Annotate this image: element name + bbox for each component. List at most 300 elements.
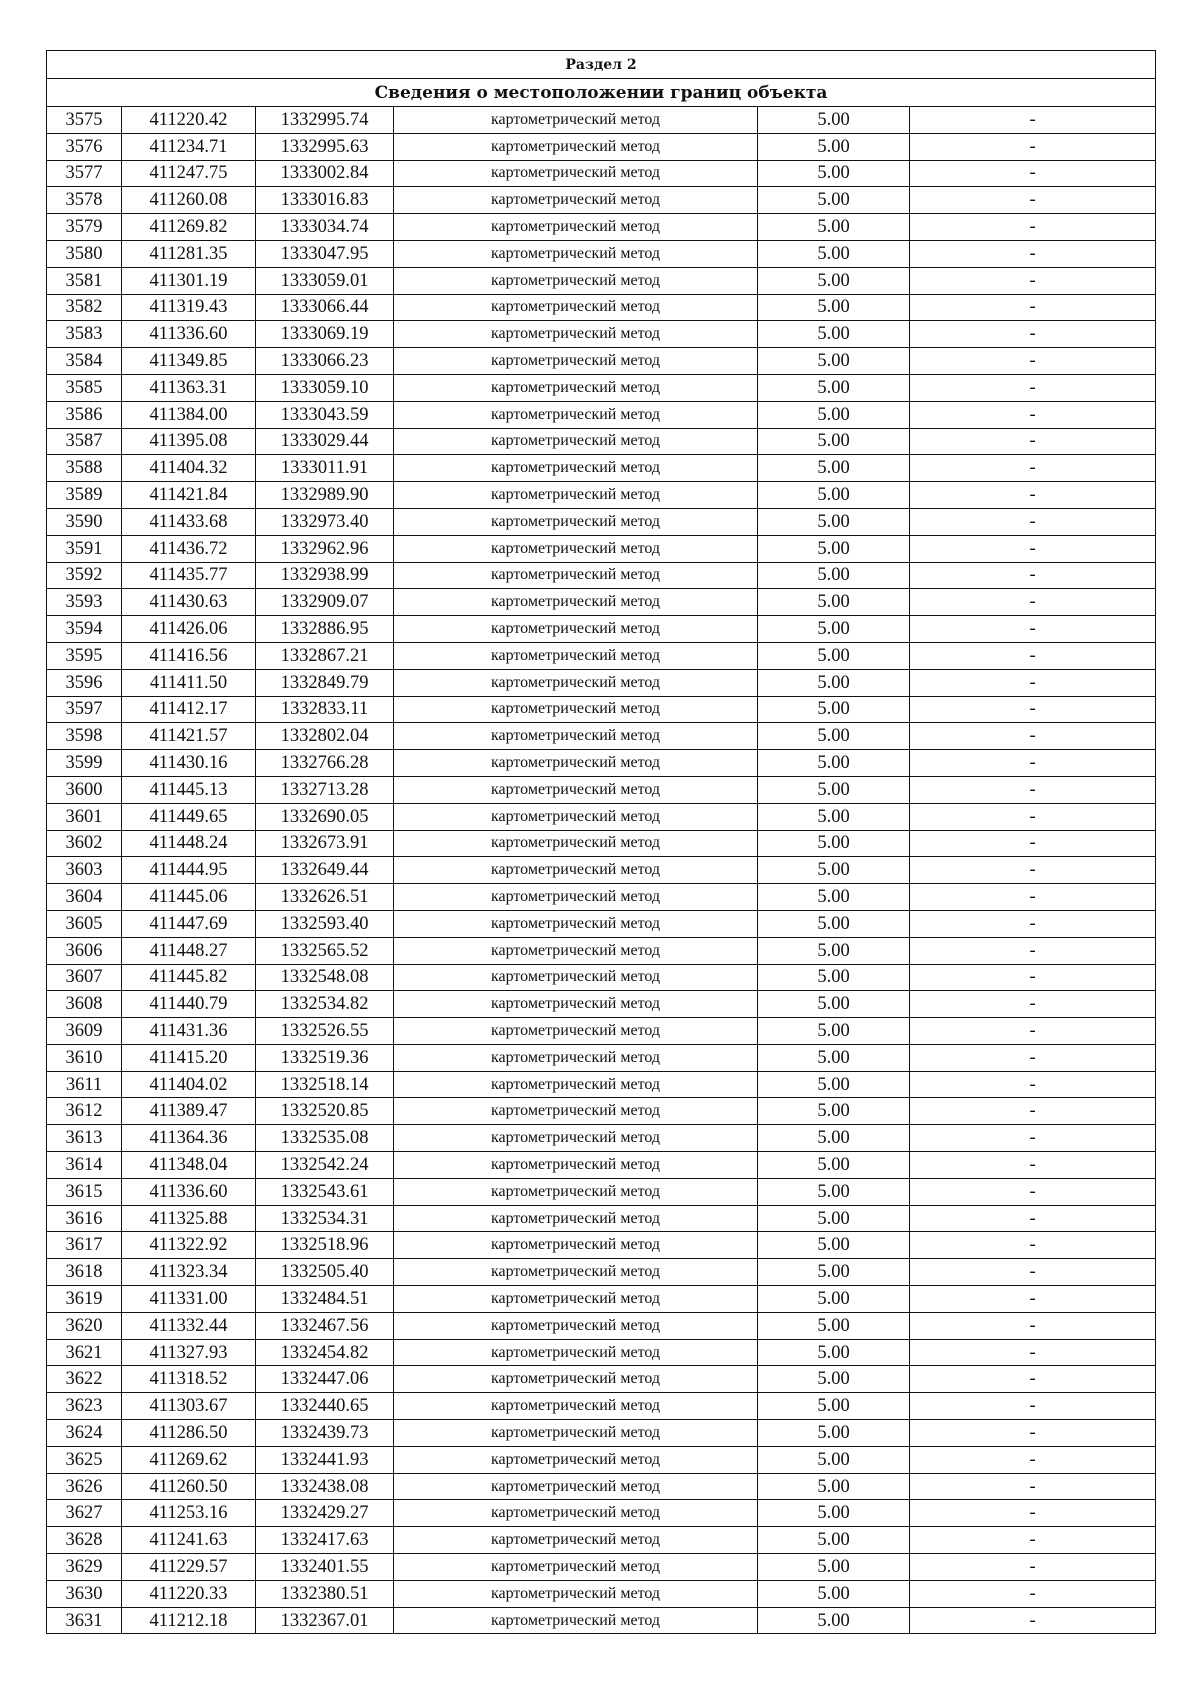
- table-row: [47, 1393, 1156, 1420]
- description-cell: -: [910, 133, 1156, 160]
- description-cell: -: [910, 964, 1156, 991]
- accuracy-cell: 5.00: [758, 776, 910, 803]
- y-coordinate-cell: 1332401.55: [256, 1554, 394, 1581]
- x-coordinate-cell: 411404.32: [122, 455, 256, 482]
- point-number-cell: 3614: [47, 1152, 122, 1179]
- accuracy-cell: 5.00: [758, 1178, 910, 1205]
- method-cell: картометрический метод: [394, 1366, 758, 1393]
- description-cell: -: [910, 1607, 1156, 1634]
- table-row: [47, 508, 1156, 535]
- table-row: [47, 803, 1156, 830]
- description-cell: -: [910, 482, 1156, 509]
- point-number-cell: 3575: [47, 107, 122, 134]
- method-cell: картометрический метод: [394, 133, 758, 160]
- table-row: [47, 830, 1156, 857]
- method-cell: картометрический метод: [394, 589, 758, 616]
- y-coordinate-cell: 1332909.07: [256, 589, 394, 616]
- point-number-cell: 3631: [47, 1607, 122, 1634]
- method-cell: картометрический метод: [394, 107, 758, 134]
- description-cell: -: [910, 1527, 1156, 1554]
- x-coordinate-cell: 411332.44: [122, 1312, 256, 1339]
- point-number-cell: 3623: [47, 1393, 122, 1420]
- x-coordinate-cell: 411220.33: [122, 1580, 256, 1607]
- y-coordinate-cell: 1333034.74: [256, 214, 394, 241]
- description-cell: -: [910, 1312, 1156, 1339]
- point-number-cell: 3619: [47, 1286, 122, 1313]
- point-number-cell: 3589: [47, 482, 122, 509]
- method-cell: картометрический метод: [394, 830, 758, 857]
- y-coordinate-cell: 1332962.96: [256, 535, 394, 562]
- method-cell: картометрический метод: [394, 1125, 758, 1152]
- description-cell: -: [910, 374, 1156, 401]
- point-number-cell: 3611: [47, 1071, 122, 1098]
- description-cell: -: [910, 589, 1156, 616]
- point-number-cell: 3609: [47, 1018, 122, 1045]
- accuracy-cell: 5.00: [758, 187, 910, 214]
- description-cell: -: [910, 803, 1156, 830]
- y-coordinate-cell: 1332518.96: [256, 1232, 394, 1259]
- description-cell: -: [910, 562, 1156, 589]
- method-cell: картометрический метод: [394, 348, 758, 375]
- y-coordinate-cell: 1332467.56: [256, 1312, 394, 1339]
- accuracy-cell: 5.00: [758, 1393, 910, 1420]
- accuracy-cell: 5.00: [758, 107, 910, 134]
- description-cell: -: [910, 1500, 1156, 1527]
- table-row: [47, 937, 1156, 964]
- section-header-row: [47, 51, 1156, 79]
- method-cell: картометрический метод: [394, 455, 758, 482]
- point-number-cell: 3627: [47, 1500, 122, 1527]
- point-number-cell: 3607: [47, 964, 122, 991]
- table-row: [47, 1044, 1156, 1071]
- y-coordinate-cell: 1332690.05: [256, 803, 394, 830]
- method-cell: картометрический метод: [394, 267, 758, 294]
- accuracy-cell: 5.00: [758, 1232, 910, 1259]
- description-cell: -: [910, 937, 1156, 964]
- y-coordinate-cell: 1332938.99: [256, 562, 394, 589]
- accuracy-cell: 5.00: [758, 1312, 910, 1339]
- method-cell: картометрический метод: [394, 884, 758, 911]
- point-number-cell: 3629: [47, 1554, 122, 1581]
- x-coordinate-cell: 411303.67: [122, 1393, 256, 1420]
- table-row: [47, 160, 1156, 187]
- x-coordinate-cell: 411421.84: [122, 482, 256, 509]
- y-coordinate-cell: 1332518.14: [256, 1071, 394, 1098]
- point-number-cell: 3583: [47, 321, 122, 348]
- table-row: [47, 267, 1156, 294]
- x-coordinate-cell: 411325.88: [122, 1205, 256, 1232]
- accuracy-cell: 5.00: [758, 1286, 910, 1313]
- x-coordinate-cell: 411253.16: [122, 1500, 256, 1527]
- x-coordinate-cell: 411436.72: [122, 535, 256, 562]
- description-cell: -: [910, 1071, 1156, 1098]
- accuracy-cell: 5.00: [758, 267, 910, 294]
- x-coordinate-cell: 411212.18: [122, 1607, 256, 1634]
- method-cell: картометрический метод: [394, 1420, 758, 1447]
- point-number-cell: 3597: [47, 696, 122, 723]
- y-coordinate-cell: 1332534.82: [256, 991, 394, 1018]
- point-number-cell: 3617: [47, 1232, 122, 1259]
- point-number-cell: 3598: [47, 723, 122, 750]
- x-coordinate-cell: 411220.42: [122, 107, 256, 134]
- accuracy-cell: 5.00: [758, 348, 910, 375]
- x-coordinate-cell: 411349.85: [122, 348, 256, 375]
- description-cell: -: [910, 160, 1156, 187]
- table-row: [47, 321, 1156, 348]
- accuracy-cell: 5.00: [758, 1554, 910, 1581]
- table-row: [47, 482, 1156, 509]
- accuracy-cell: 5.00: [758, 1527, 910, 1554]
- y-coordinate-cell: 1332626.51: [256, 884, 394, 911]
- x-coordinate-cell: 411448.24: [122, 830, 256, 857]
- accuracy-cell: 5.00: [758, 991, 910, 1018]
- table-row: [47, 1500, 1156, 1527]
- point-number-cell: 3590: [47, 508, 122, 535]
- x-coordinate-cell: 411445.82: [122, 964, 256, 991]
- x-coordinate-cell: 411431.36: [122, 1018, 256, 1045]
- table-row: [47, 1312, 1156, 1339]
- table-row: [47, 910, 1156, 937]
- point-number-cell: 3586: [47, 401, 122, 428]
- point-number-cell: 3616: [47, 1205, 122, 1232]
- y-coordinate-cell: 1332440.65: [256, 1393, 394, 1420]
- x-coordinate-cell: 411447.69: [122, 910, 256, 937]
- x-coordinate-cell: 411421.57: [122, 723, 256, 750]
- x-coordinate-cell: 411415.20: [122, 1044, 256, 1071]
- description-cell: -: [910, 857, 1156, 884]
- description-cell: -: [910, 1018, 1156, 1045]
- method-cell: картометрический метод: [394, 1178, 758, 1205]
- table-row: [47, 187, 1156, 214]
- accuracy-cell: 5.00: [758, 857, 910, 884]
- method-cell: картометрический метод: [394, 1018, 758, 1045]
- description-cell: -: [910, 884, 1156, 911]
- y-coordinate-cell: 1333059.10: [256, 374, 394, 401]
- method-cell: картометрический метод: [394, 776, 758, 803]
- description-cell: -: [910, 1098, 1156, 1125]
- description-cell: -: [910, 1393, 1156, 1420]
- method-cell: картометрический метод: [394, 562, 758, 589]
- table-row: [47, 1018, 1156, 1045]
- table-row: [47, 133, 1156, 160]
- y-coordinate-cell: 1332593.40: [256, 910, 394, 937]
- table-row: [47, 1259, 1156, 1286]
- method-cell: картометрический метод: [394, 1205, 758, 1232]
- method-cell: картометрический метод: [394, 1607, 758, 1634]
- x-coordinate-cell: 411247.75: [122, 160, 256, 187]
- x-coordinate-cell: 411234.71: [122, 133, 256, 160]
- table-row: [47, 1232, 1156, 1259]
- table-row: [47, 1152, 1156, 1179]
- table-row: [47, 1527, 1156, 1554]
- document-page: [46, 50, 1155, 1634]
- point-number-cell: 3626: [47, 1473, 122, 1500]
- method-cell: картометрический метод: [394, 508, 758, 535]
- x-coordinate-cell: 411336.60: [122, 1178, 256, 1205]
- method-cell: картометрический метод: [394, 535, 758, 562]
- x-coordinate-cell: 411440.79: [122, 991, 256, 1018]
- x-coordinate-cell: 411448.27: [122, 937, 256, 964]
- method-cell: картометрический метод: [394, 642, 758, 669]
- x-coordinate-cell: 411327.93: [122, 1339, 256, 1366]
- x-coordinate-cell: 411412.17: [122, 696, 256, 723]
- table-row: [47, 723, 1156, 750]
- table-row: [47, 776, 1156, 803]
- description-cell: -: [910, 1473, 1156, 1500]
- accuracy-cell: 5.00: [758, 535, 910, 562]
- accuracy-cell: 5.00: [758, 669, 910, 696]
- accuracy-cell: 5.00: [758, 401, 910, 428]
- accuracy-cell: 5.00: [758, 1420, 910, 1447]
- y-coordinate-cell: 1332542.24: [256, 1152, 394, 1179]
- description-cell: -: [910, 910, 1156, 937]
- x-coordinate-cell: 411426.06: [122, 616, 256, 643]
- table-row: [47, 1178, 1156, 1205]
- method-cell: картометрический метод: [394, 482, 758, 509]
- method-cell: картометрический метод: [394, 696, 758, 723]
- accuracy-cell: 5.00: [758, 1071, 910, 1098]
- accuracy-cell: 5.00: [758, 1044, 910, 1071]
- description-cell: -: [910, 428, 1156, 455]
- accuracy-cell: 5.00: [758, 1366, 910, 1393]
- x-coordinate-cell: 411322.92: [122, 1232, 256, 1259]
- y-coordinate-cell: 1332367.01: [256, 1607, 394, 1634]
- accuracy-cell: 5.00: [758, 642, 910, 669]
- method-cell: картометрический метод: [394, 321, 758, 348]
- y-coordinate-cell: 1332438.08: [256, 1473, 394, 1500]
- accuracy-cell: 5.00: [758, 1339, 910, 1366]
- table-row: [47, 1125, 1156, 1152]
- accuracy-cell: 5.00: [758, 589, 910, 616]
- method-cell: картометрический метод: [394, 964, 758, 991]
- point-number-cell: 3592: [47, 562, 122, 589]
- point-number-cell: 3596: [47, 669, 122, 696]
- method-cell: картометрический метод: [394, 1527, 758, 1554]
- accuracy-cell: 5.00: [758, 240, 910, 267]
- method-cell: картометрический метод: [394, 1473, 758, 1500]
- accuracy-cell: 5.00: [758, 321, 910, 348]
- method-cell: картометрический метод: [394, 294, 758, 321]
- description-cell: -: [910, 642, 1156, 669]
- y-coordinate-cell: 1333002.84: [256, 160, 394, 187]
- point-number-cell: 3615: [47, 1178, 122, 1205]
- method-cell: картометрический метод: [394, 750, 758, 777]
- point-number-cell: 3630: [47, 1580, 122, 1607]
- x-coordinate-cell: 411241.63: [122, 1527, 256, 1554]
- y-coordinate-cell: 1332995.74: [256, 107, 394, 134]
- table-row: [47, 374, 1156, 401]
- table-row: [47, 696, 1156, 723]
- y-coordinate-cell: 1332995.63: [256, 133, 394, 160]
- description-cell: -: [910, 1446, 1156, 1473]
- method-cell: картометрический метод: [394, 1098, 758, 1125]
- table-row: [47, 107, 1156, 134]
- x-coordinate-cell: 411260.50: [122, 1473, 256, 1500]
- description-cell: -: [910, 991, 1156, 1018]
- method-cell: картометрический метод: [394, 1071, 758, 1098]
- accuracy-cell: 5.00: [758, 455, 910, 482]
- description-cell: -: [910, 214, 1156, 241]
- x-coordinate-cell: 411411.50: [122, 669, 256, 696]
- point-number-cell: 3600: [47, 776, 122, 803]
- table-row: [47, 1286, 1156, 1313]
- y-coordinate-cell: 1333029.44: [256, 428, 394, 455]
- point-number-cell: 3608: [47, 991, 122, 1018]
- point-number-cell: 3601: [47, 803, 122, 830]
- x-coordinate-cell: 411404.02: [122, 1071, 256, 1098]
- x-coordinate-cell: 411269.82: [122, 214, 256, 241]
- accuracy-cell: 5.00: [758, 884, 910, 911]
- x-coordinate-cell: 411435.77: [122, 562, 256, 589]
- x-coordinate-cell: 411444.95: [122, 857, 256, 884]
- x-coordinate-cell: 411319.43: [122, 294, 256, 321]
- accuracy-cell: 5.00: [758, 508, 910, 535]
- point-number-cell: 3613: [47, 1125, 122, 1152]
- y-coordinate-cell: 1332439.73: [256, 1420, 394, 1447]
- table-row: [47, 1205, 1156, 1232]
- description-cell: -: [910, 1259, 1156, 1286]
- accuracy-cell: 5.00: [758, 214, 910, 241]
- description-cell: -: [910, 1420, 1156, 1447]
- x-coordinate-cell: 411318.52: [122, 1366, 256, 1393]
- x-coordinate-cell: 411286.50: [122, 1420, 256, 1447]
- x-coordinate-cell: 411389.47: [122, 1098, 256, 1125]
- y-coordinate-cell: 1333047.95: [256, 240, 394, 267]
- accuracy-cell: 5.00: [758, 1259, 910, 1286]
- table-row: [47, 857, 1156, 884]
- point-number-cell: 3584: [47, 348, 122, 375]
- method-cell: картометрический метод: [394, 1500, 758, 1527]
- x-coordinate-cell: 411384.00: [122, 401, 256, 428]
- table-row: [47, 669, 1156, 696]
- description-cell: -: [910, 669, 1156, 696]
- accuracy-cell: 5.00: [758, 1446, 910, 1473]
- point-number-cell: 3581: [47, 267, 122, 294]
- y-coordinate-cell: 1332380.51: [256, 1580, 394, 1607]
- y-coordinate-cell: 1332849.79: [256, 669, 394, 696]
- y-coordinate-cell: 1332548.08: [256, 964, 394, 991]
- table-row: [47, 964, 1156, 991]
- description-cell: -: [910, 1178, 1156, 1205]
- x-coordinate-cell: 411430.16: [122, 750, 256, 777]
- table-row: [47, 750, 1156, 777]
- accuracy-cell: 5.00: [758, 937, 910, 964]
- y-coordinate-cell: 1332867.21: [256, 642, 394, 669]
- point-number-cell: 3585: [47, 374, 122, 401]
- point-number-cell: 3628: [47, 1527, 122, 1554]
- boundary-table: [46, 50, 1156, 1634]
- table-row: [47, 884, 1156, 911]
- description-cell: -: [910, 776, 1156, 803]
- method-cell: картометрический метод: [394, 1393, 758, 1420]
- table-row: [47, 1098, 1156, 1125]
- point-number-cell: 3599: [47, 750, 122, 777]
- y-coordinate-cell: 1332526.55: [256, 1018, 394, 1045]
- x-coordinate-cell: 411281.35: [122, 240, 256, 267]
- accuracy-cell: 5.00: [758, 910, 910, 937]
- method-cell: картометрический метод: [394, 1259, 758, 1286]
- description-cell: -: [910, 187, 1156, 214]
- table-row: [47, 214, 1156, 241]
- description-cell: -: [910, 1152, 1156, 1179]
- x-coordinate-cell: 411449.65: [122, 803, 256, 830]
- method-cell: картометрический метод: [394, 669, 758, 696]
- y-coordinate-cell: 1332534.31: [256, 1205, 394, 1232]
- table-row: [47, 348, 1156, 375]
- x-coordinate-cell: 411430.63: [122, 589, 256, 616]
- y-coordinate-cell: 1332454.82: [256, 1339, 394, 1366]
- table-row: [47, 589, 1156, 616]
- accuracy-cell: 5.00: [758, 696, 910, 723]
- description-cell: -: [910, 1044, 1156, 1071]
- method-cell: картометрический метод: [394, 214, 758, 241]
- y-coordinate-cell: 1332484.51: [256, 1286, 394, 1313]
- method-cell: картометрический метод: [394, 1232, 758, 1259]
- accuracy-cell: 5.00: [758, 1607, 910, 1634]
- method-cell: картометрический метод: [394, 910, 758, 937]
- description-cell: -: [910, 1125, 1156, 1152]
- accuracy-cell: 5.00: [758, 964, 910, 991]
- description-cell: -: [910, 508, 1156, 535]
- description-cell: -: [910, 107, 1156, 134]
- table-row: [47, 616, 1156, 643]
- y-coordinate-cell: 1332673.91: [256, 830, 394, 857]
- y-coordinate-cell: 1332989.90: [256, 482, 394, 509]
- y-coordinate-cell: 1333066.23: [256, 348, 394, 375]
- accuracy-cell: 5.00: [758, 750, 910, 777]
- description-cell: -: [910, 1205, 1156, 1232]
- point-number-cell: 3593: [47, 589, 122, 616]
- y-coordinate-cell: 1332713.28: [256, 776, 394, 803]
- x-coordinate-cell: 411260.08: [122, 187, 256, 214]
- accuracy-cell: 5.00: [758, 428, 910, 455]
- accuracy-cell: 5.00: [758, 1580, 910, 1607]
- x-coordinate-cell: 411331.00: [122, 1286, 256, 1313]
- point-number-cell: 3578: [47, 187, 122, 214]
- y-coordinate-cell: 1332833.11: [256, 696, 394, 723]
- y-coordinate-cell: 1332505.40: [256, 1259, 394, 1286]
- table-row: [47, 642, 1156, 669]
- accuracy-cell: 5.00: [758, 294, 910, 321]
- description-cell: -: [910, 1366, 1156, 1393]
- y-coordinate-cell: 1332886.95: [256, 616, 394, 643]
- method-cell: картометрический метод: [394, 240, 758, 267]
- accuracy-cell: 5.00: [758, 160, 910, 187]
- section-label: Раздел 2: [47, 51, 1156, 79]
- method-cell: картометрический метод: [394, 1044, 758, 1071]
- accuracy-cell: 5.00: [758, 1205, 910, 1232]
- y-coordinate-cell: 1332535.08: [256, 1125, 394, 1152]
- method-cell: картометрический метод: [394, 1554, 758, 1581]
- method-cell: картометрический метод: [394, 1446, 758, 1473]
- method-cell: картометрический метод: [394, 723, 758, 750]
- point-number-cell: 3582: [47, 294, 122, 321]
- description-cell: -: [910, 616, 1156, 643]
- table-row: [47, 401, 1156, 428]
- description-cell: -: [910, 348, 1156, 375]
- description-cell: -: [910, 696, 1156, 723]
- y-coordinate-cell: 1332520.85: [256, 1098, 394, 1125]
- accuracy-cell: 5.00: [758, 1152, 910, 1179]
- y-coordinate-cell: 1333069.19: [256, 321, 394, 348]
- table-row: [47, 991, 1156, 1018]
- point-number-cell: 3587: [47, 428, 122, 455]
- point-number-cell: 3591: [47, 535, 122, 562]
- accuracy-cell: 5.00: [758, 133, 910, 160]
- table-row: [47, 240, 1156, 267]
- point-number-cell: 3602: [47, 830, 122, 857]
- accuracy-cell: 5.00: [758, 1125, 910, 1152]
